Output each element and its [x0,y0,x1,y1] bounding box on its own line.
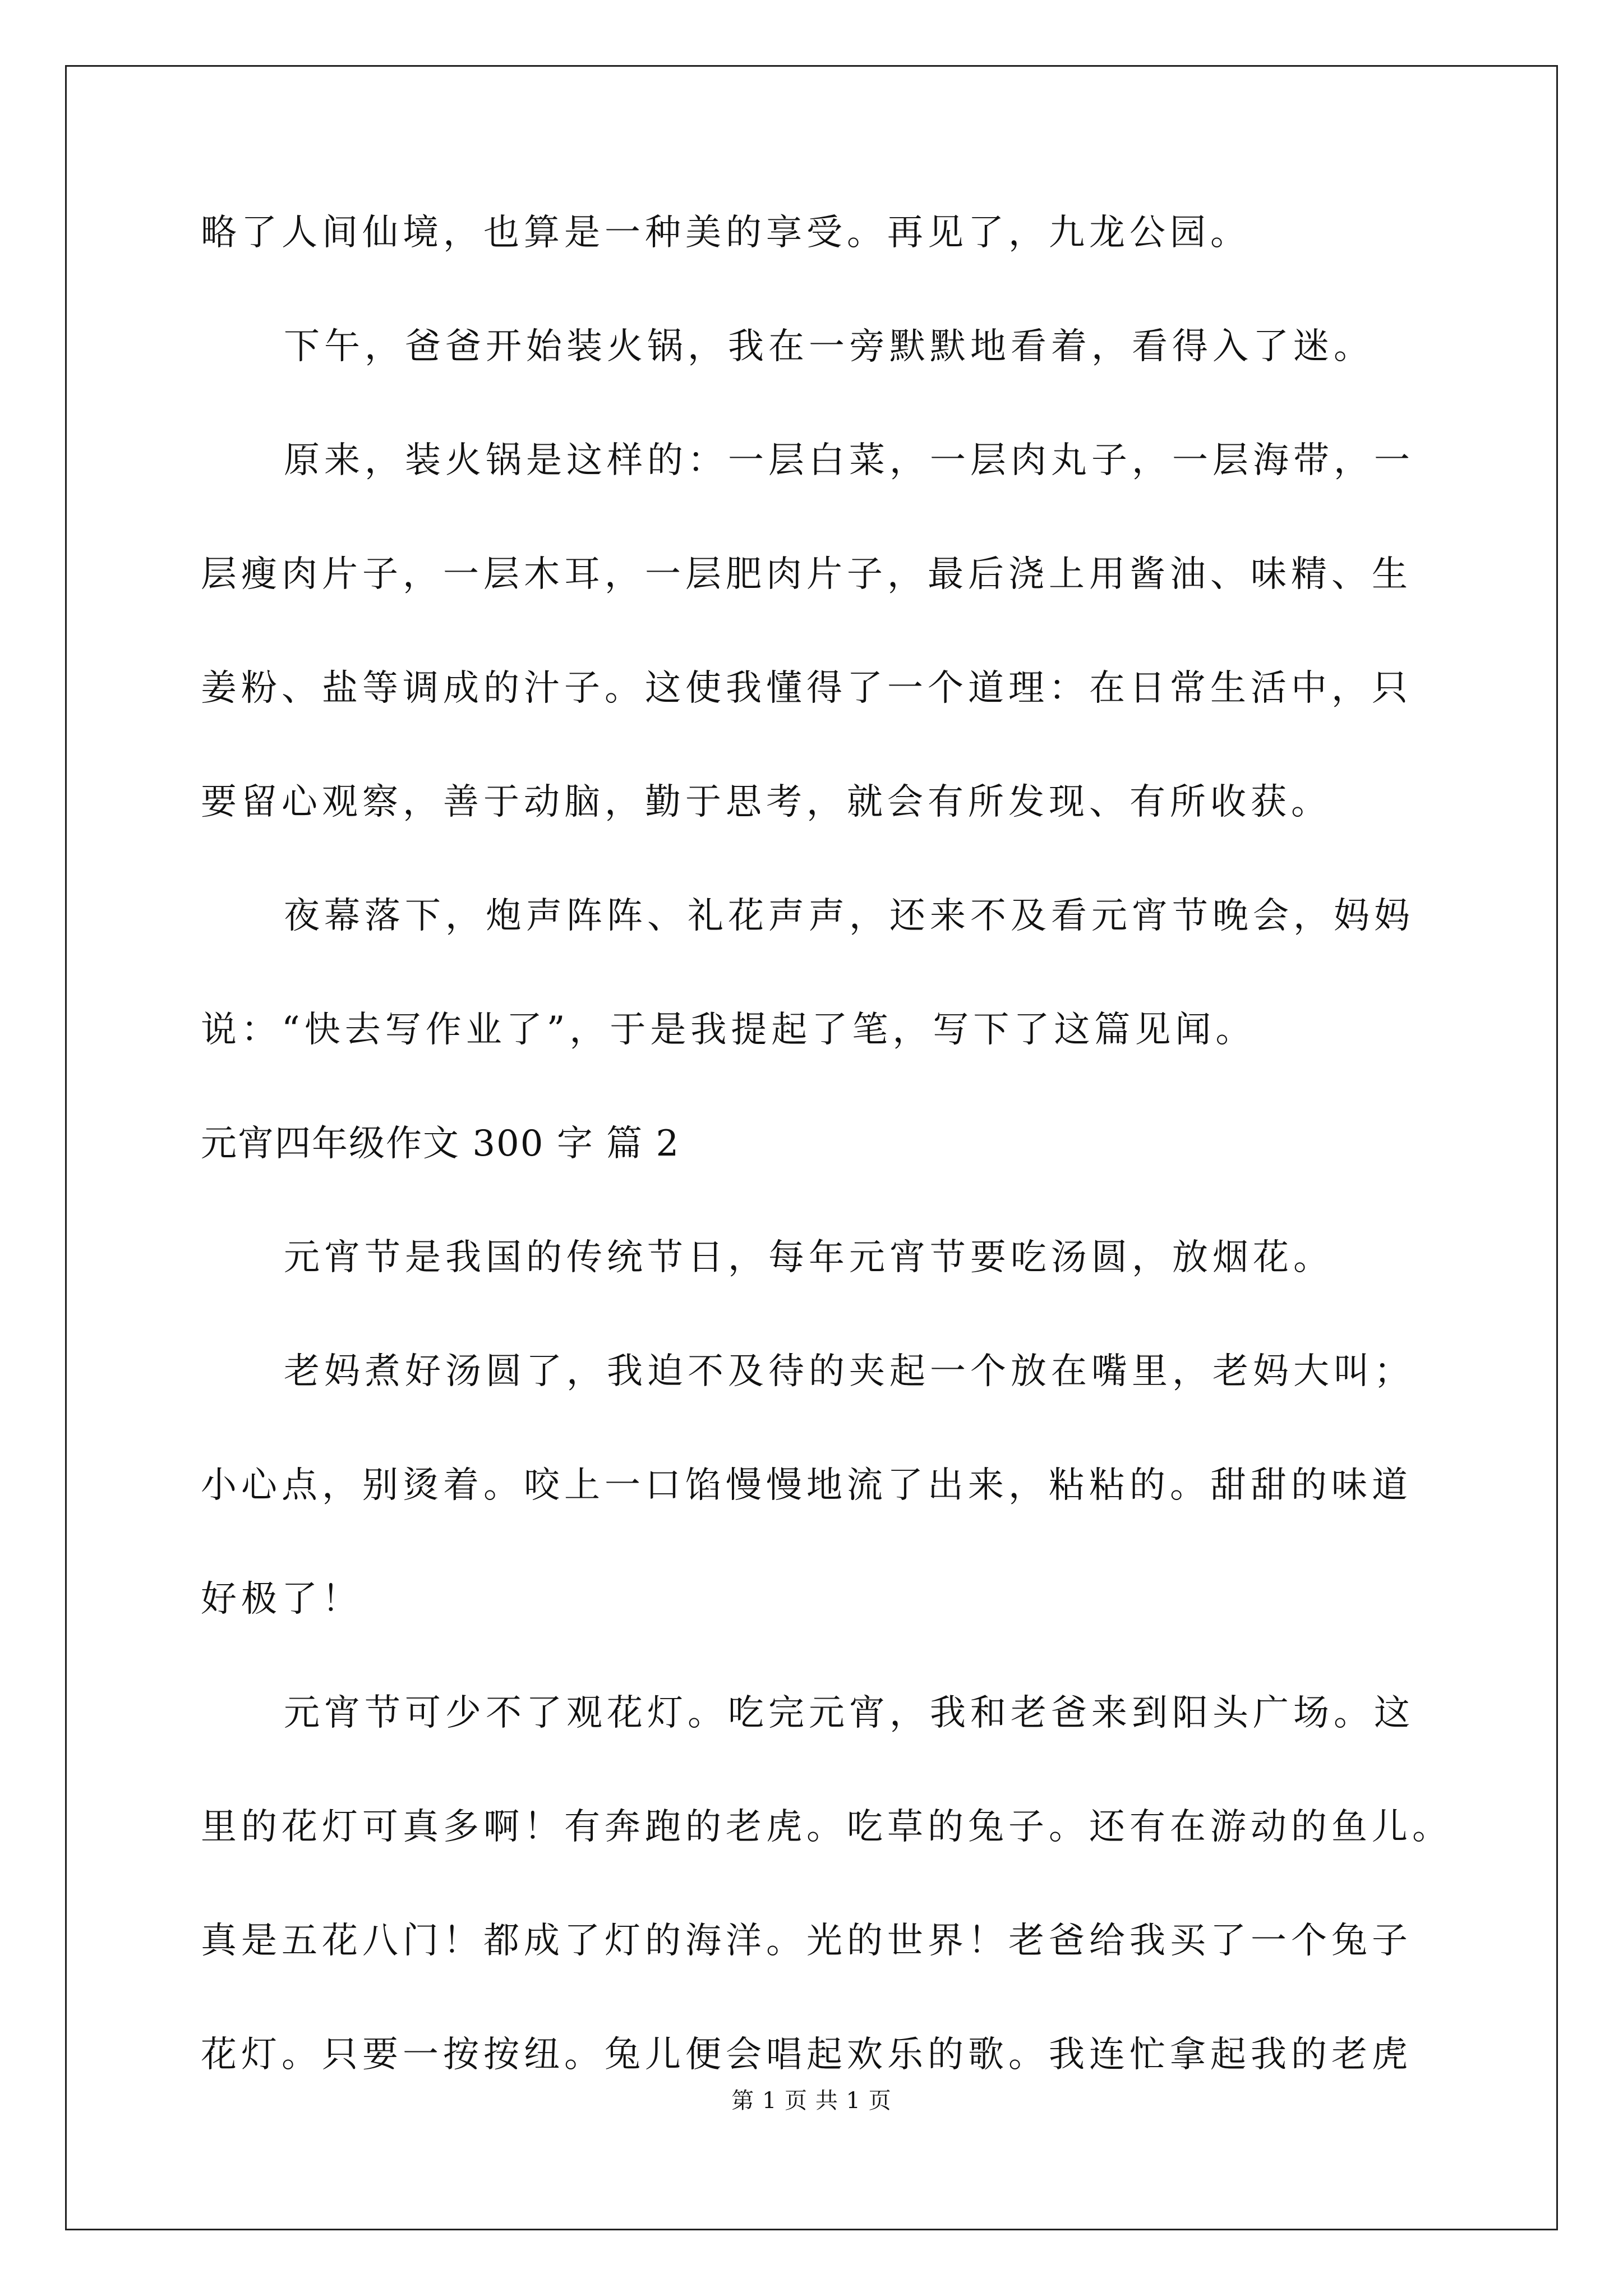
page-footer: 第 1 页 共 1 页 [731,2088,892,2114]
text-line: 层瘦肉片子，一层木耳，一层肥肉片子，最后浇上用酱油、味精、生 [201,554,1412,595]
text-line: 花灯。只要一按按纽。兔儿便会唱起欢乐的歌。我连忙拿起我的老虎 [201,2034,1412,2076]
text-line: 真是五花八门！都成了灯的海洋。光的世界！老爸给我买了一个兔子 [201,1920,1412,1962]
text-line: 下午，爸爸开始装火锅，我在一旁默默地看着，看得入了迷。 [284,326,1374,367]
text-line: 小心点，别烫着。咬上一口馅慢慢地流了出来，粘粘的。甜甜的味道 [201,1465,1412,1506]
text-line: 夜幕落下，炮声阵阵、礼花声声，还来不及看元宵节晚会，妈妈 [284,895,1414,937]
text-line: 好极了！ [201,1579,362,1620]
text-line: 元宵节是我国的传统节日，每年元宵节要吃汤圆，放烟花。 [284,1237,1334,1278]
text-line: 略了人间仙境，也算是一种美的享受。再见了，九龙公园。 [201,212,1251,254]
text-line: 元宵节可少不了观花灯。吃完元宵，我和老爸来到阳头广场。这 [284,1692,1414,1734]
text-line: 老妈煮好汤圆了，我迫不及待的夹起一个放在嘴里，老妈大叫； [284,1351,1414,1392]
section-heading: 元宵四年级作文 300 字 篇 2 [201,1123,680,1165]
text-line: 原来，装火锅是这样的：一层白菜，一层肉丸子，一层海带，一 [284,440,1414,481]
text-line: 里的花灯可真多啊！有奔跑的老虎。吃草的兔子。还有在游动的鱼儿。 [201,1806,1453,1848]
text-line: 姜粉、盐等调成的汁子。这使我懂得了一个道理：在日常生活中，只 [201,668,1412,709]
text-line: 说：“快去写作业了”，于是我提起了笔，写下了这篇见闻。 [201,1009,1256,1051]
text-line: 要留心观察，善于动脑，勤于思考，就会有所发现、有所收获。 [201,781,1331,823]
